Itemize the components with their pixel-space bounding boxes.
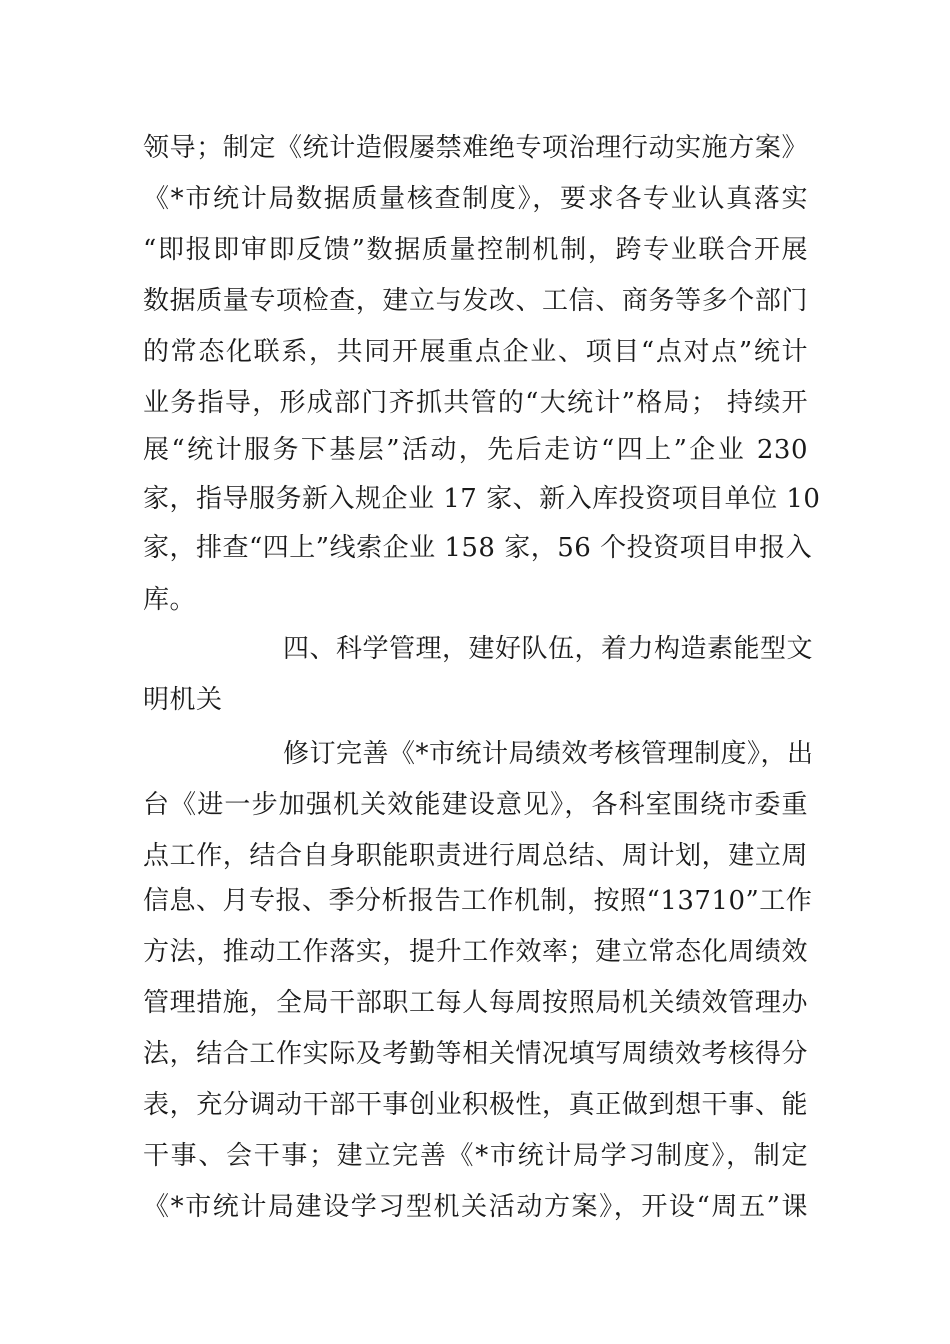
text-line: 《*市统计局数据质量核查制度》，要求各专业认真落实 [143, 184, 808, 214]
section-heading: 四、科学管理，建好队伍，着力构造素能型文 [283, 634, 814, 664]
text-line: 台《进一步加强机关效能建设意见》，各科室围绕市委重 [143, 790, 808, 820]
text-line: 法，结合工作实际及考勤等相关情况填写周绩效考核得分 [143, 1039, 808, 1069]
text-line: 方法，推动工作落实，提升工作效率；建立常态化周绩效 [143, 937, 808, 967]
text-line: 的常态化联系，共同开展重点企业、项目“点对点”统计 [143, 337, 808, 367]
text-line: 数据质量专项检查，建立与发改、工信、商务等多个部门 [143, 286, 808, 316]
text-line: 领导；制定《统计造假屡禁难绝专项治理行动实施方案》 [143, 133, 808, 163]
text-line: 展“统计服务下基层”活动，先后走访“四上”企业 230 [143, 435, 808, 465]
section-heading-continued: 明机关 [143, 685, 223, 715]
text-line: 家，排查“四上”线索企业 158 家，56 个投资项目申报入 [143, 533, 813, 563]
text-line: 库。 [143, 585, 197, 615]
text-line: 信息、月专报、季分析报告工作机制，按照“13710”工作 [143, 886, 813, 916]
text-line: 干事、会干事；建立完善《*市统计局学习制度》，制定 [143, 1141, 808, 1171]
text-line: 点工作，结合自身职能职责进行周总结、周计划，建立周 [143, 841, 808, 871]
text-line: 《*市统计局建设学习型机关活动方案》，开设“周五”课 [143, 1192, 808, 1222]
text-line: 家，指导服务新入规企业 17 家、新入库投资项目单位 10 [143, 484, 821, 514]
text-line: “即报即审即反馈”数据质量控制机制，跨专业联合开展 [143, 235, 808, 265]
text-line: 管理措施，全局干部职工每人每周按照局机关绩效管理办 [143, 988, 808, 1018]
text-line: 业务指导，形成部门齐抓共管的“大统计”格局； 持续开 [143, 388, 808, 418]
paragraph-first-line: 修订完善《*市统计局绩效考核管理制度》，出 [283, 739, 814, 769]
text-line: 表，充分调动干部干事创业积极性，真正做到想干事、能 [143, 1090, 808, 1120]
